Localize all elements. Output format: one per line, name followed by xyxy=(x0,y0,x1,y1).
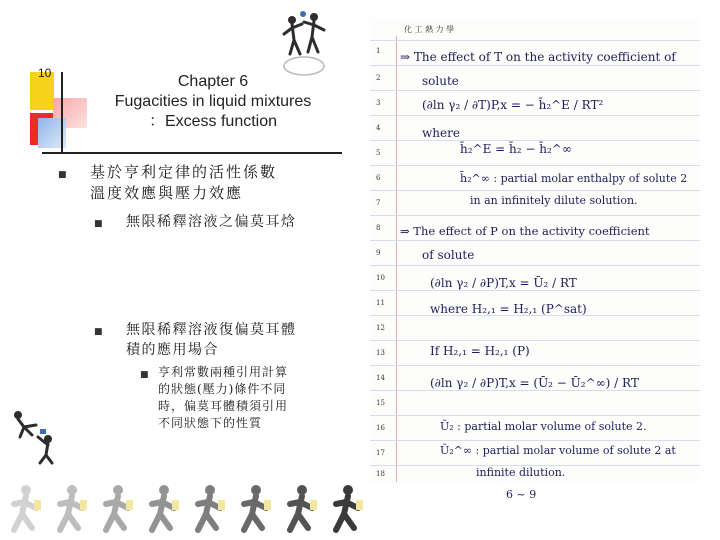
bullet-marker: ■ xyxy=(94,327,103,337)
bullet-marker: ■ xyxy=(140,370,149,380)
bullet-level1 xyxy=(90,162,277,204)
notebook-rule xyxy=(370,165,700,166)
notebook-rule xyxy=(370,190,700,191)
bullet-level2-volume-line1: 無限稀釋溶液復偏莫耳體 xyxy=(126,322,297,338)
line-number: 4 xyxy=(376,124,381,132)
notebook-header: 化 工 熱 力 學 xyxy=(404,25,455,34)
notebook-rule xyxy=(370,240,700,241)
page-footer-number: 6 ~ 9 xyxy=(506,488,537,501)
bullet-level2-enthalpy: 無限稀釋溶液之偏莫耳焓 xyxy=(126,214,297,230)
title-line-1: Chapter 6 xyxy=(177,73,249,90)
handwritten-notes-page xyxy=(370,18,700,501)
notebook-rule xyxy=(370,290,700,291)
title-underline xyxy=(42,152,342,154)
line-number: 2 xyxy=(376,74,381,82)
bullet-level3-line4: 不同狀態下的性質 xyxy=(158,416,263,430)
line-number: 8 xyxy=(376,224,381,232)
slide-number: 10 xyxy=(38,66,52,80)
running-figures-icon xyxy=(0,478,370,540)
notebook-rule xyxy=(370,390,700,391)
bullet-level3-line1: 亨利常數兩種引用計算 xyxy=(158,365,289,379)
note-line: where H₂,₁ = H₂,₁ (P^sat) xyxy=(430,302,587,316)
notebook-rule xyxy=(370,140,700,141)
note-line: Ū₂ : partial molar volume of solute 2. xyxy=(440,420,647,433)
note-equation: h̄₂^E = h̄₂ − h̄₂^∞ xyxy=(460,142,572,156)
notebook-rule xyxy=(370,440,700,441)
note-equation: (∂ln γ₂ / ∂P)T,x = Ū₂ / RT xyxy=(430,276,577,290)
notebook-rule xyxy=(370,65,700,66)
slide-title xyxy=(98,72,328,132)
notebook-rule xyxy=(370,90,700,91)
note-line: h̄₂^∞ : partial molar enthalpy of solute 2 xyxy=(460,172,688,185)
note-line: solute xyxy=(422,74,459,88)
notebook-rule xyxy=(370,115,700,116)
deco-vertical-rule xyxy=(61,72,63,154)
note-line: ⇒ The effect of T on the activity coefficient of xyxy=(400,50,676,64)
line-number: 12 xyxy=(376,324,385,332)
note-line: Ū₂^∞ : partial molar volume of solute 2 at xyxy=(440,444,676,457)
line-number: 5 xyxy=(376,149,381,157)
bullet-level2-volume-line2: 積的應用場合 xyxy=(126,342,219,358)
notebook-rule xyxy=(370,265,700,266)
notebook-rule xyxy=(370,340,700,341)
bullet-level3 xyxy=(158,364,288,432)
line-number: 6 xyxy=(376,174,381,182)
title-line-2: Fugacities in liquid mixtures xyxy=(114,93,312,110)
line-number: 11 xyxy=(376,299,385,307)
line-number: 9 xyxy=(376,249,381,257)
bullet-level3-line2: 的狀態(壓力)條件不同 xyxy=(158,382,287,396)
line-number: 13 xyxy=(376,349,385,357)
line-number: 1 xyxy=(376,47,381,55)
line-number: 14 xyxy=(376,374,385,382)
title-line-3: ：Excess function xyxy=(148,113,278,130)
climbing-figures-icon xyxy=(10,405,60,467)
note-equation: (∂ln γ₂ / ∂P)T,x = (Ū₂ − Ū₂^∞) / RT xyxy=(430,376,639,390)
bullet-level1-line1: 基於亨利定律的活性係數 xyxy=(90,163,278,181)
note-line: where xyxy=(422,126,460,140)
line-number: 17 xyxy=(376,449,385,457)
note-line: ⇒ The effect of P on the activity coefficient xyxy=(400,224,650,238)
line-number: 15 xyxy=(376,399,385,407)
notebook-rule xyxy=(370,365,700,366)
note-line: of solute xyxy=(422,248,475,262)
line-number: 10 xyxy=(376,274,385,282)
bullet-marker: ■ xyxy=(58,170,67,180)
bullet-marker: ■ xyxy=(94,219,103,229)
bullet-level2-volume xyxy=(126,320,297,360)
notebook-rule xyxy=(370,40,700,41)
notebook-rule xyxy=(370,415,700,416)
note-line: in an infinitely dilute solution. xyxy=(470,194,638,207)
note-equation: (∂ln γ₂ / ∂T)P,x = − h̄₂^E / RT² xyxy=(422,98,604,112)
line-number: 16 xyxy=(376,424,385,432)
bullet-level1-line2: 溫度效應與壓力效應 xyxy=(90,184,244,202)
line-number: 18 xyxy=(376,470,385,478)
notebook-rule xyxy=(370,215,700,216)
juggling-figures-icon xyxy=(280,10,340,76)
note-line: infinite dilution. xyxy=(476,466,566,479)
line-number: 3 xyxy=(376,99,381,107)
note-line: If H₂,₁ = H₂,₁ (P) xyxy=(430,344,530,358)
bullet-level3-line3: 時，偏莫耳體積須引用 xyxy=(158,399,289,413)
line-number: 7 xyxy=(376,199,381,207)
